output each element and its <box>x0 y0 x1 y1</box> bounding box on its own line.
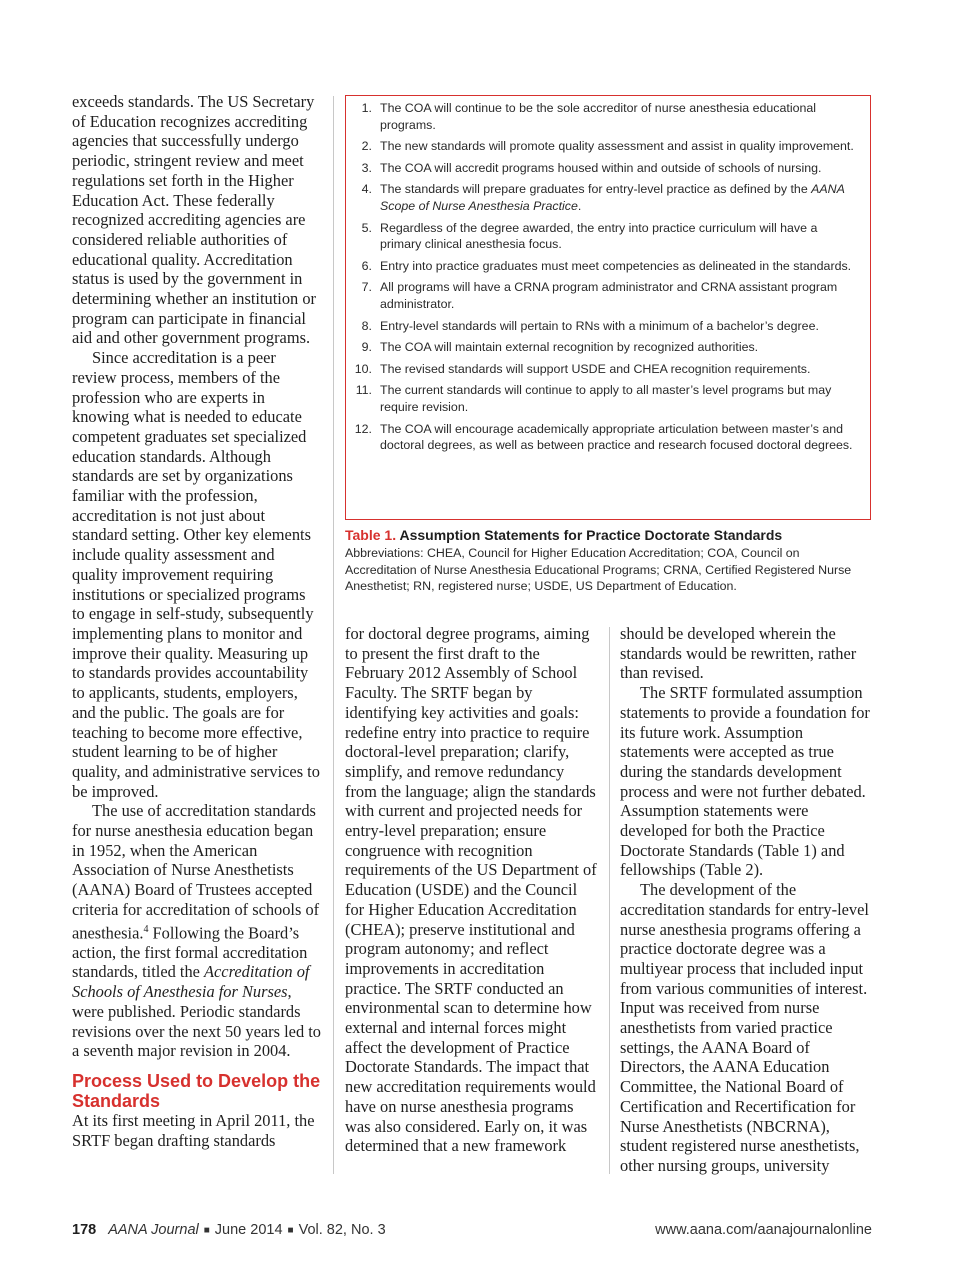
reference-superscript: 4 <box>143 923 149 935</box>
assumption-number: 7. <box>361 280 372 295</box>
right-paragraph-3: The development of the accreditation standards for entry-level nurse anesthesia programs offering a practice doctorate degree was a multiyear process that included input from various communities of interest. Input was received from nurse anesthetists from varied practice settings, the AANA Board of Directors, the AANA Education Committee, the National Board of Certification and Recertification for Nurse Anesthetists (NBCRNA), student registered nurse anesthetists, other nursing groups, university <box>620 880 869 1175</box>
assumption-number: 5. <box>361 220 372 235</box>
column-divider-left <box>333 96 334 1174</box>
left-column <box>72 92 322 1150</box>
table-1-box <box>345 95 871 520</box>
assumption-item <box>346 382 870 415</box>
left-paragraph-3-mid: Following the Board’s action, the first formal accreditation standards, titled the <box>72 923 308 982</box>
right-paragraph-2: The SRTF formulated assumption statements to provide a foundation for its future work. Assumption statements were accepted as true during the standards development process and were not further debated. Assumption statements were developed for both the Practice Doctorate Standards (Table 1) and fellowships (Table 2). <box>620 683 870 880</box>
issue-date: June 2014 <box>214 1222 283 1238</box>
middle-column <box>345 624 600 1156</box>
assumption-text: Regardless of the degree awarded, the entry into practice curriculum will have a primary clinical anesthesia focus. <box>380 220 818 252</box>
assumption-list <box>346 96 870 454</box>
assumption-text: All programs will have a CRNA program administrator and CRNA assistant program administrator. <box>380 280 838 311</box>
footer-citation <box>72 1222 386 1238</box>
left-paragraph-4: At its first meeting in April 2011, the SRTF began drafting standards <box>72 1110 315 1150</box>
left-paragraph-3 <box>72 801 322 1061</box>
journal-name: AANA Journal <box>108 1222 199 1238</box>
assumption-number: 6. <box>361 258 372 273</box>
assumption-item <box>346 138 870 155</box>
assumption-text: Entry into practice graduates must meet competencies as delineated in the standards. <box>380 258 852 273</box>
assumption-number: 8. <box>361 318 372 333</box>
section-heading: Process Used to Develop the Standards <box>72 1070 321 1111</box>
journal-url-link[interactable]: www.aana.com/aanajournalonline <box>655 1222 872 1238</box>
assumption-item <box>346 258 870 275</box>
assumption-text: The COA will continue to be the sole accreditor of nurse anesthesia educational programs. <box>380 101 816 132</box>
assumption-number: 4. <box>361 182 372 197</box>
table-abbreviations: Abbreviations: CHEA, Council for Higher Education Accreditation; COA, Council on Accreditation of Nurse Anesthesia Educational Programs; CRNA, Certified Registered Nurse Anesthetist; RN, registered nurse; USDE, US Department of Education. <box>345 546 852 594</box>
volume-number: Vol. 82, No. 3 <box>298 1222 386 1238</box>
middle-paragraph-1: for doctoral degree programs, aiming to present the first draft to the February 2012 Assembly of School Faculty. The SRTF began by identifying key activities and goals: redefine entry into practice to require doctoral-level preparation; clarify, simplify, and remove redundancy from the language; align the standards with current and projected needs for entry-level preparation; ensure congruence with recognition requirements of the US Department of Education (USDE) and the Council for Higher Education Accreditation (CHEA); preserve institutional and program autonomy; and reflect improvements in accreditation practice. The SRTF conducted an environmental scan to determine how external and internal forces might affect the development of Practice Doctorate Standards. The impact that new accreditation requirements would have on nurse anesthesia programs was also considered. Early on, it was determined that a new framework <box>345 624 597 1156</box>
assumption-number: 1. <box>361 101 372 115</box>
assumption-item <box>346 181 870 214</box>
book-title: Accreditation of Schools of Anesthesia for Nurses <box>72 962 310 1002</box>
assumption-item <box>346 421 870 454</box>
assumption-text: The COA will accredit programs housed within and outside of schools of nursing. <box>380 160 822 175</box>
assumption-number: 10. <box>354 361 372 376</box>
assumption-number: 2. <box>361 139 372 154</box>
table-title: Assumption Statements for Practice Doctorate Standards <box>396 527 783 543</box>
assumption-text: Entry-level standards will pertain to RNs with a minimum of a bachelor’s degree. <box>380 318 819 333</box>
assumption-item <box>346 318 870 335</box>
assumption-item <box>346 279 870 312</box>
left-paragraph-1: exceeds standards. The US Secretary of Education recognizes accrediting agencies that successfully undergo periodic, stringent review and meet regulations set forth in the Higher Education Act. These federally recognized accrediting agencies are considered reliable authorities of educational quality. Accreditation status is used by the government in determining whether an institution or program can participate in financial aid and other government programs. <box>72 92 316 348</box>
assumption-item <box>346 220 870 253</box>
assumption-item <box>346 100 870 133</box>
right-column <box>620 624 875 1176</box>
table-caption-title <box>345 527 871 544</box>
page-number: 178 <box>72 1222 97 1238</box>
table-caption <box>345 527 871 595</box>
left-paragraph-2: Since accreditation is a peer review process, members of the profession who are experts in knowing what is needed to educate competent graduates set specialized education standards. Although standards are set by organizations familiar with the profession, accreditation is not just about standard setting. Other key elements include quality assessment and quality improvement requiring institutions or specialized programs to engage in self-study, subsequently implementing plans to monitor and improve their quality. Measuring up to standards provides accountability to applicants, students, employers, and the public. The goals are for teaching to become more effective, student learning to be of higher quality, and administrative services to be improved. <box>72 348 320 801</box>
assumption-text: The new standards will promote quality assessment and assist in quality improvement. <box>380 139 854 154</box>
assumption-item <box>346 361 870 378</box>
page-footer <box>72 1222 872 1242</box>
assumption-italic-title: AANA Scope of Nurse Anesthesia Practice <box>380 182 845 213</box>
right-paragraph-1: should be developed wherein the standards would be rewritten, rather than revised. <box>620 624 857 683</box>
separator-square-icon: ■ <box>287 1225 294 1236</box>
assumption-item <box>346 160 870 177</box>
assumption-item <box>346 339 870 356</box>
assumption-text-end: . <box>577 198 582 213</box>
assumption-text: The revised standards will support USDE and CHEA recognition requirements. <box>380 361 811 376</box>
assumption-number: 3. <box>361 160 372 175</box>
assumption-text: The current standards will continue to apply to all master’s level programs but may require revision. <box>380 383 832 414</box>
assumption-number: 12. <box>354 421 372 436</box>
assumption-number: 11. <box>355 383 372 398</box>
assumption-text: The COA will encourage academically appropriate articulation between master’s and doctoral degrees, as well as between practice and research focused doctoral degrees. <box>380 421 853 453</box>
table-label: Table 1. <box>345 527 397 543</box>
left-paragraph-3-end: , were published. Periodic standards revisions over the next 50 years led to a seventh major revision in 2004. <box>72 982 321 1061</box>
assumption-text: The standards will prepare graduates for entry-level practice as defined by the <box>380 182 812 197</box>
left-paragraph-3-text: The use of accreditation standards for nurse anesthesia education began in 1952, when the American Association of Nurse Anesthetists (AANA) Board of Trustees accepted criteria for accreditation of schools of anesthesia. <box>72 801 320 942</box>
column-divider-right <box>609 627 610 1174</box>
assumption-text: The COA will maintain external recognition by recognized authorities. <box>380 340 759 355</box>
assumption-number: 9. <box>361 340 372 355</box>
separator-square-icon: ■ <box>203 1225 210 1236</box>
